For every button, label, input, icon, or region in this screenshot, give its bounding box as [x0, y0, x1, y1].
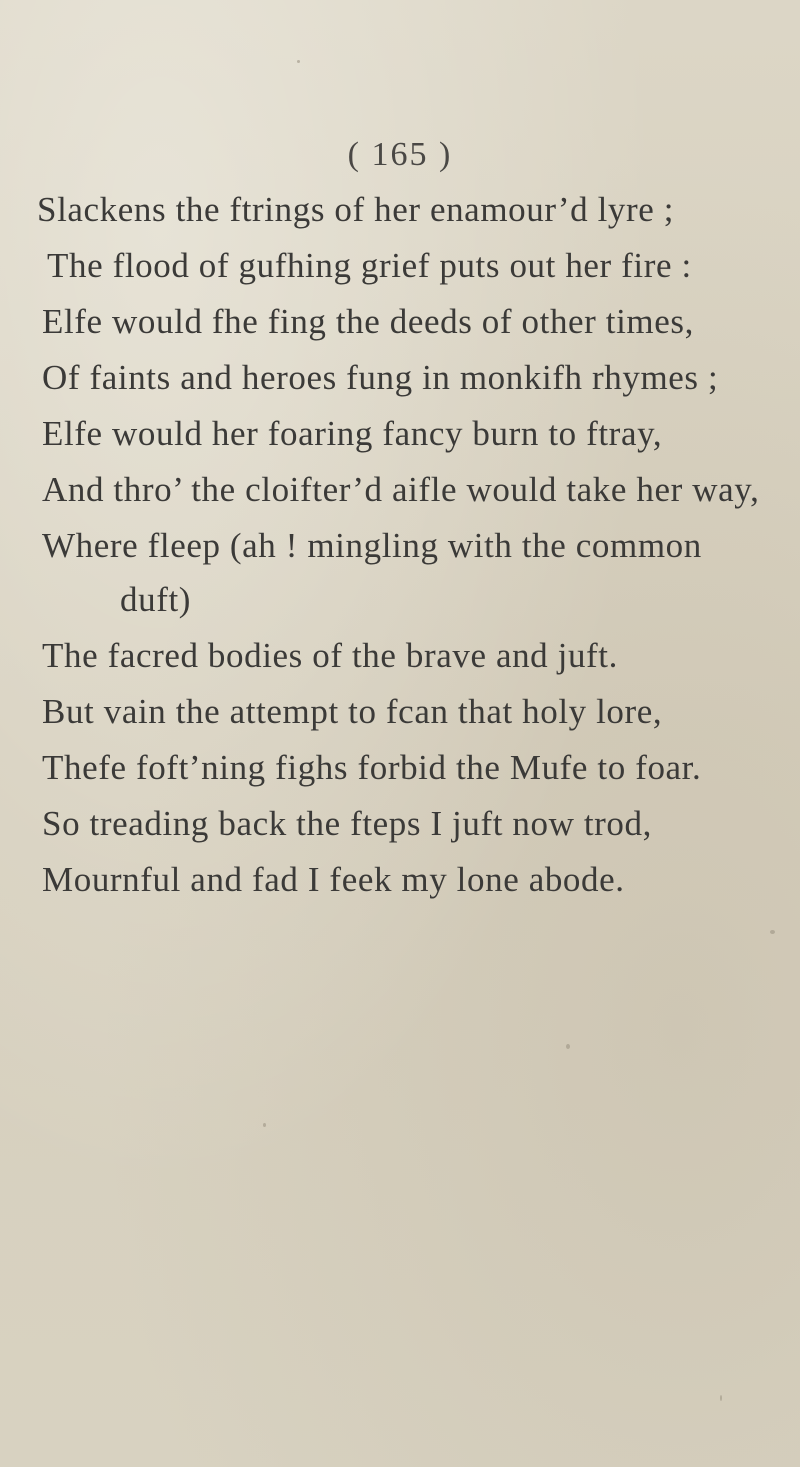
poem-line-continuation: duft) — [120, 580, 192, 619]
poem-line: Elfe would her foaring fancy burn to ftray, — [42, 414, 663, 453]
poem-line: But vain the attempt to fcan that holy lore, — [42, 692, 663, 731]
poem-line: The flood of gufhing grief puts out her fire : — [47, 246, 692, 285]
paper-speck — [566, 1044, 570, 1049]
poem-line: Elfe would fhe fing the deeds of other times, — [42, 302, 694, 341]
poem-line: Where fleep (ah ! mingling with the common — [42, 526, 702, 565]
poem-line: The facred bodies of the brave and juft. — [42, 636, 618, 675]
poem-line: Mournful and fad I feek my lone abode. — [42, 860, 625, 899]
page-number: ( 165 ) — [347, 136, 453, 173]
paper-speck — [263, 1123, 266, 1127]
poem-line: Of faints and heroes fung in monkifh rhymes ; — [42, 358, 719, 397]
poem-line: Thefe foft’ning fighs forbid the Mufe to foar. — [42, 748, 702, 787]
paper-speck — [720, 1395, 722, 1401]
paper-speck — [770, 930, 775, 934]
poem-line: Slackens the ftrings of her enamour’d lyre ; — [37, 190, 675, 229]
paper-speck — [297, 60, 300, 63]
poem-line: And thro’ the cloifter’d aifle would take her way, — [42, 470, 760, 509]
poem-line: So treading back the fteps I juft now trod, — [42, 804, 652, 843]
